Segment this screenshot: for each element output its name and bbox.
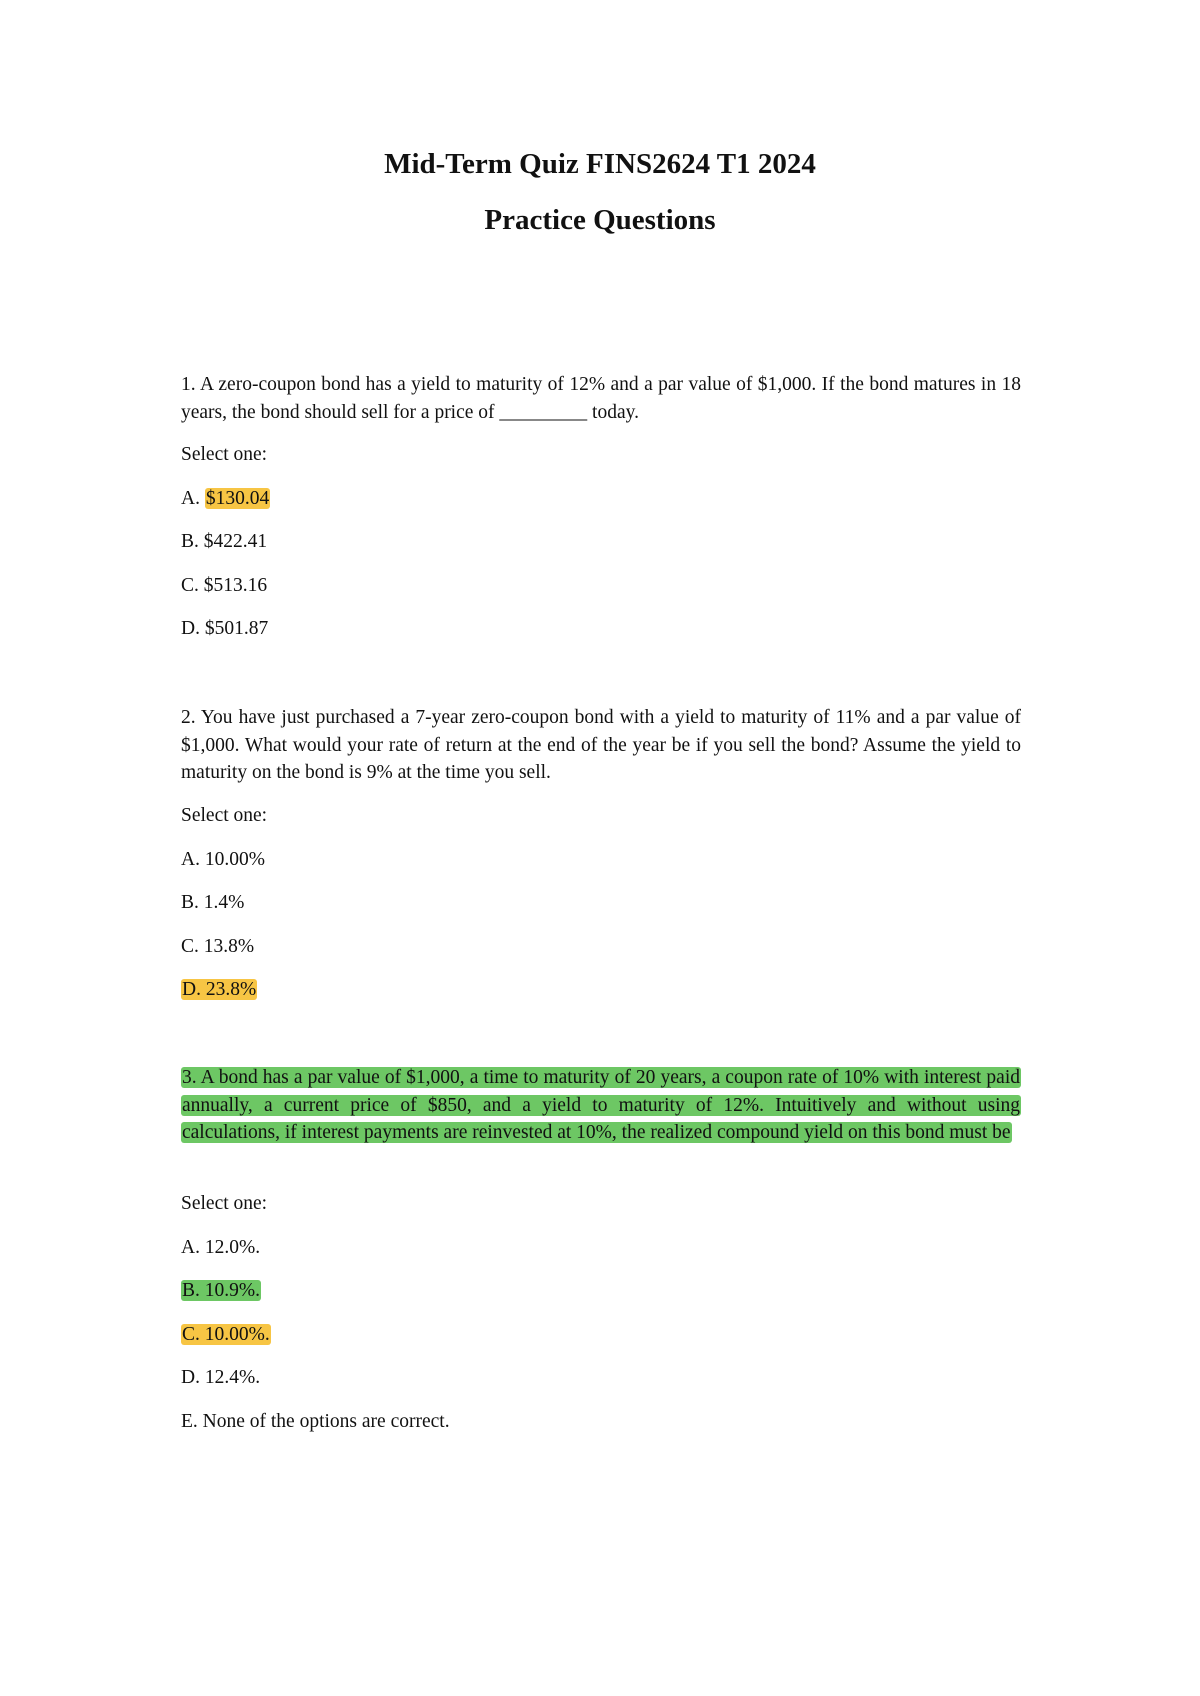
- question-2-option-c[interactable]: [181, 933, 1021, 960]
- question-1-option-b[interactable]: [181, 528, 1021, 555]
- question-2: [181, 704, 1021, 787]
- question-3-option-d[interactable]: [181, 1364, 1021, 1391]
- option-prefix: A.: [181, 488, 205, 509]
- question-2-option-a[interactable]: [181, 846, 1021, 873]
- question-1-select-label: [181, 441, 1021, 468]
- option-text: C. $513.16: [181, 575, 268, 596]
- question-1-option-d[interactable]: [181, 615, 1021, 642]
- question-3-option-e[interactable]: [181, 1408, 1021, 1435]
- option-text: D. 12.4%.: [181, 1367, 261, 1388]
- question-1-text: 1. A zero-coupon bond has a yield to maturity of 12% and a par value of $1,000. If the bond matures in 18 years, the bond should sell for a price of _________ today.: [181, 374, 1021, 423]
- option-text: C. 10.00%.: [182, 1324, 270, 1345]
- option-text: $130.04: [205, 488, 270, 509]
- document-subtitle: Practice Questions: [484, 204, 716, 236]
- question-3-text: 3. A bond has a par value of $1,000, a time to maturity of 20 years, a coupon rate of 10% with interest paid annually, a current price of $850, and a yield to maturity of 12%. Intuitively and without using calculations, if interest payments are reinvested at 10%, the realized compound yield on this bond must be: [182, 1067, 1020, 1143]
- question-2-option-d[interactable]: [181, 976, 1021, 1003]
- option-text: A. 10.00%: [181, 849, 265, 870]
- question-3-option-a[interactable]: [181, 1234, 1021, 1261]
- option-text: D. $501.87: [181, 618, 269, 639]
- question-1-option-a[interactable]: [181, 485, 1021, 512]
- select-one-label: Select one:: [181, 805, 268, 826]
- option-text: B. $422.41: [181, 531, 268, 552]
- option-text: B. 10.9%.: [182, 1280, 260, 1301]
- question-3: [181, 1064, 1021, 1147]
- question-1-option-c[interactable]: [181, 572, 1021, 599]
- question-1: [181, 371, 1021, 426]
- option-text: A. 12.0%.: [181, 1237, 261, 1258]
- question-2-text: 2. You have just purchased a 7-year zero-coupon bond with a yield to maturity of 11% and a par value of $1,000. What would your rate of return at the end of the year be if you sell the bond? Assume the yield to maturity on the bond is 9% at the time you sell.: [181, 707, 1021, 783]
- question-3-option-b[interactable]: [181, 1277, 1021, 1304]
- option-text: C. 13.8%: [181, 936, 255, 957]
- question-2-select-label: [181, 802, 1021, 829]
- option-text: B. 1.4%: [181, 892, 245, 913]
- option-text: D. 23.8%: [182, 979, 257, 1000]
- question-3-select-label: [181, 1190, 1021, 1217]
- document-title: Mid-Term Quiz FINS2624 T1 2024: [384, 148, 816, 180]
- question-3-option-c[interactable]: [181, 1321, 1021, 1348]
- select-one-label: Select one:: [181, 444, 268, 465]
- question-2-option-b[interactable]: [181, 889, 1021, 916]
- option-text: E. None of the options are correct.: [181, 1411, 450, 1432]
- select-one-label: Select one:: [181, 1193, 268, 1214]
